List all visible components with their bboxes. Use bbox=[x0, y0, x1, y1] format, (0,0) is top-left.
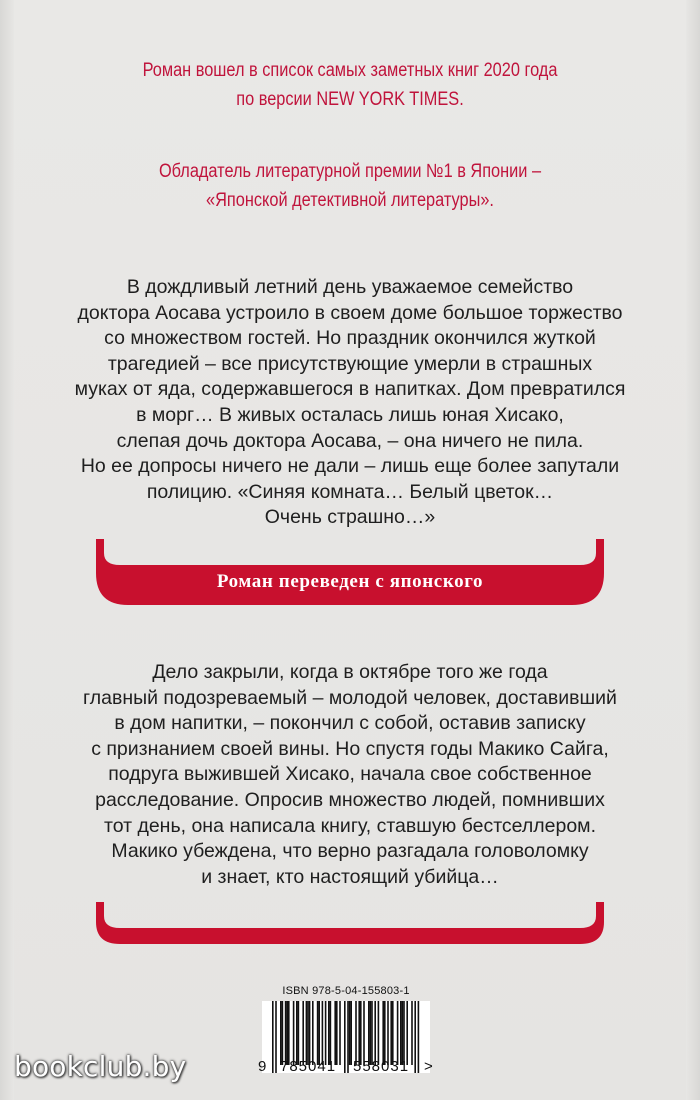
barcode-bar bbox=[317, 1001, 319, 1065]
synopsis-line: доктора Аосава устроило в своем доме большое торжество bbox=[77, 301, 623, 324]
barcode-bar bbox=[406, 1001, 408, 1065]
synopsis-line: с признанием своей вины. Но спустя годы Макико Сайга, bbox=[91, 737, 609, 760]
barcode-bar bbox=[397, 1001, 399, 1065]
barcode-bar bbox=[349, 1001, 351, 1065]
barcode-bar bbox=[309, 1001, 311, 1065]
synopsis-paragraph-1 bbox=[0, 275, 700, 531]
barcode-bar bbox=[307, 1001, 309, 1065]
promo-award bbox=[49, 157, 651, 215]
barcode-bar bbox=[344, 1001, 346, 1073]
promo-line: «Японской детективной литературы». bbox=[206, 190, 494, 211]
synopsis-line: Очень страшно…» bbox=[264, 506, 436, 529]
barcode-bar bbox=[336, 1001, 338, 1065]
barcode-bar bbox=[371, 1001, 373, 1065]
barcode-bar bbox=[285, 1001, 287, 1065]
synopsis-line: Макико убеждена, что верно разгадала головоломку bbox=[111, 840, 589, 863]
barcode-bar bbox=[318, 1001, 320, 1065]
barcode-bar bbox=[334, 1001, 336, 1065]
synopsis-line: в морг… В живых осталась лишь юная Хисако, bbox=[136, 403, 564, 426]
barcode-bar bbox=[275, 1001, 277, 1073]
barcode-bar bbox=[363, 1001, 365, 1065]
synopsis-line: муках от яда, содержавшегося в напитках. Дом превратился bbox=[74, 378, 626, 401]
watermark-text: bookclub.by bbox=[14, 1050, 187, 1083]
synopsis-line: главный подозреваемый – молодой человек, доставивший bbox=[83, 686, 617, 709]
barcode-bar bbox=[368, 1001, 370, 1065]
barcode-bar bbox=[360, 1001, 362, 1065]
barcode-bar bbox=[384, 1001, 386, 1065]
barcode-digit-first: 9 bbox=[258, 1058, 268, 1075]
promo-line: по версии NEW YORK TIMES. bbox=[236, 89, 464, 110]
barcode-bar bbox=[293, 1001, 295, 1065]
barcode-quiet-mark: > bbox=[424, 1058, 434, 1075]
barcode-bar bbox=[414, 1001, 416, 1073]
barcode-digits-left: 785041 bbox=[280, 1058, 337, 1075]
barcode-bar bbox=[350, 1001, 352, 1065]
barcode-bar bbox=[374, 1001, 376, 1065]
barcode-bar bbox=[306, 1001, 308, 1065]
barcode-bar bbox=[302, 1001, 304, 1065]
barcode-bar bbox=[358, 1001, 360, 1065]
bottom-bracket bbox=[0, 898, 700, 958]
banner-label: Роман переведен с японского bbox=[216, 571, 484, 592]
synopsis-line: Дело закрыли, когда в октябре того же года bbox=[152, 661, 548, 683]
synopsis-line: и знает, кто настоящий убийца… bbox=[201, 865, 499, 888]
barcode-bar bbox=[402, 1001, 404, 1065]
barcode-bar bbox=[370, 1001, 372, 1065]
barcode-bar bbox=[330, 1001, 332, 1065]
barcode-bar bbox=[382, 1001, 384, 1065]
barcode-bar bbox=[325, 1001, 327, 1065]
barcode-bar bbox=[272, 1001, 274, 1073]
synopsis-line: со множеством гостей. Но праздник окончился жуткой bbox=[104, 327, 596, 350]
barcode-bar bbox=[328, 1001, 330, 1065]
barcode-bar bbox=[390, 1001, 392, 1065]
barcode-digits-right: 558031 bbox=[353, 1058, 410, 1075]
promo-nyt bbox=[49, 56, 651, 114]
synopsis-line: тот день, она написала книгу, ставшую бестселлером. bbox=[103, 814, 596, 837]
barcode-bar bbox=[282, 1001, 284, 1065]
barcode-bar bbox=[411, 1001, 413, 1065]
synopsis-line: полицию. «Синяя комната… Белый цветок… bbox=[146, 480, 554, 503]
barcode-bar bbox=[400, 1001, 402, 1065]
barcode-bar bbox=[312, 1001, 314, 1065]
isbn-number: ISBN 978-5-04-155803-1 bbox=[282, 985, 410, 997]
synopsis-line: в дом напитки, – покончил с собой, оставив записку bbox=[114, 712, 586, 735]
synopsis-line: подруга выжившей Хисако, начала свое собственное bbox=[108, 763, 592, 786]
promo-line: Обладатель литературной премии №1 в Японии – bbox=[158, 161, 542, 182]
barcode-bar bbox=[378, 1001, 380, 1065]
synopsis-line: Но ее допросы ничего не дали – лишь еще более запутали bbox=[80, 455, 620, 478]
barcode-bar bbox=[286, 1001, 288, 1065]
bracket-shape bbox=[96, 902, 604, 944]
barcode-bar bbox=[392, 1001, 394, 1065]
synopsis-paragraph-2 bbox=[0, 660, 700, 890]
barcode-bar bbox=[387, 1001, 389, 1065]
barcode-bar bbox=[403, 1001, 405, 1065]
synopsis-line: В дождливый летний день уважаемое семейство bbox=[126, 276, 574, 298]
promo-line: Роман вошел в список самых заметных книг 2020 года bbox=[142, 60, 558, 81]
barcode-bar bbox=[298, 1001, 300, 1065]
barcode-bar bbox=[288, 1001, 290, 1065]
barcode-bar bbox=[280, 1001, 282, 1065]
synopsis-line: трагедией – все присутствующие умерли в страшных bbox=[107, 352, 593, 375]
barcode-bar bbox=[339, 1001, 341, 1065]
barcode-bar bbox=[355, 1001, 357, 1065]
barcode-bar bbox=[296, 1001, 298, 1065]
synopsis-line: слепая дочь доктора Аосава, – она ничего не пила. bbox=[116, 429, 584, 452]
barcode-bar bbox=[347, 1001, 349, 1073]
barcode-bar bbox=[322, 1001, 324, 1065]
synopsis-line: расследование. Опросив множество людей, помнивших bbox=[95, 788, 605, 811]
barcode-bar bbox=[418, 1001, 420, 1073]
